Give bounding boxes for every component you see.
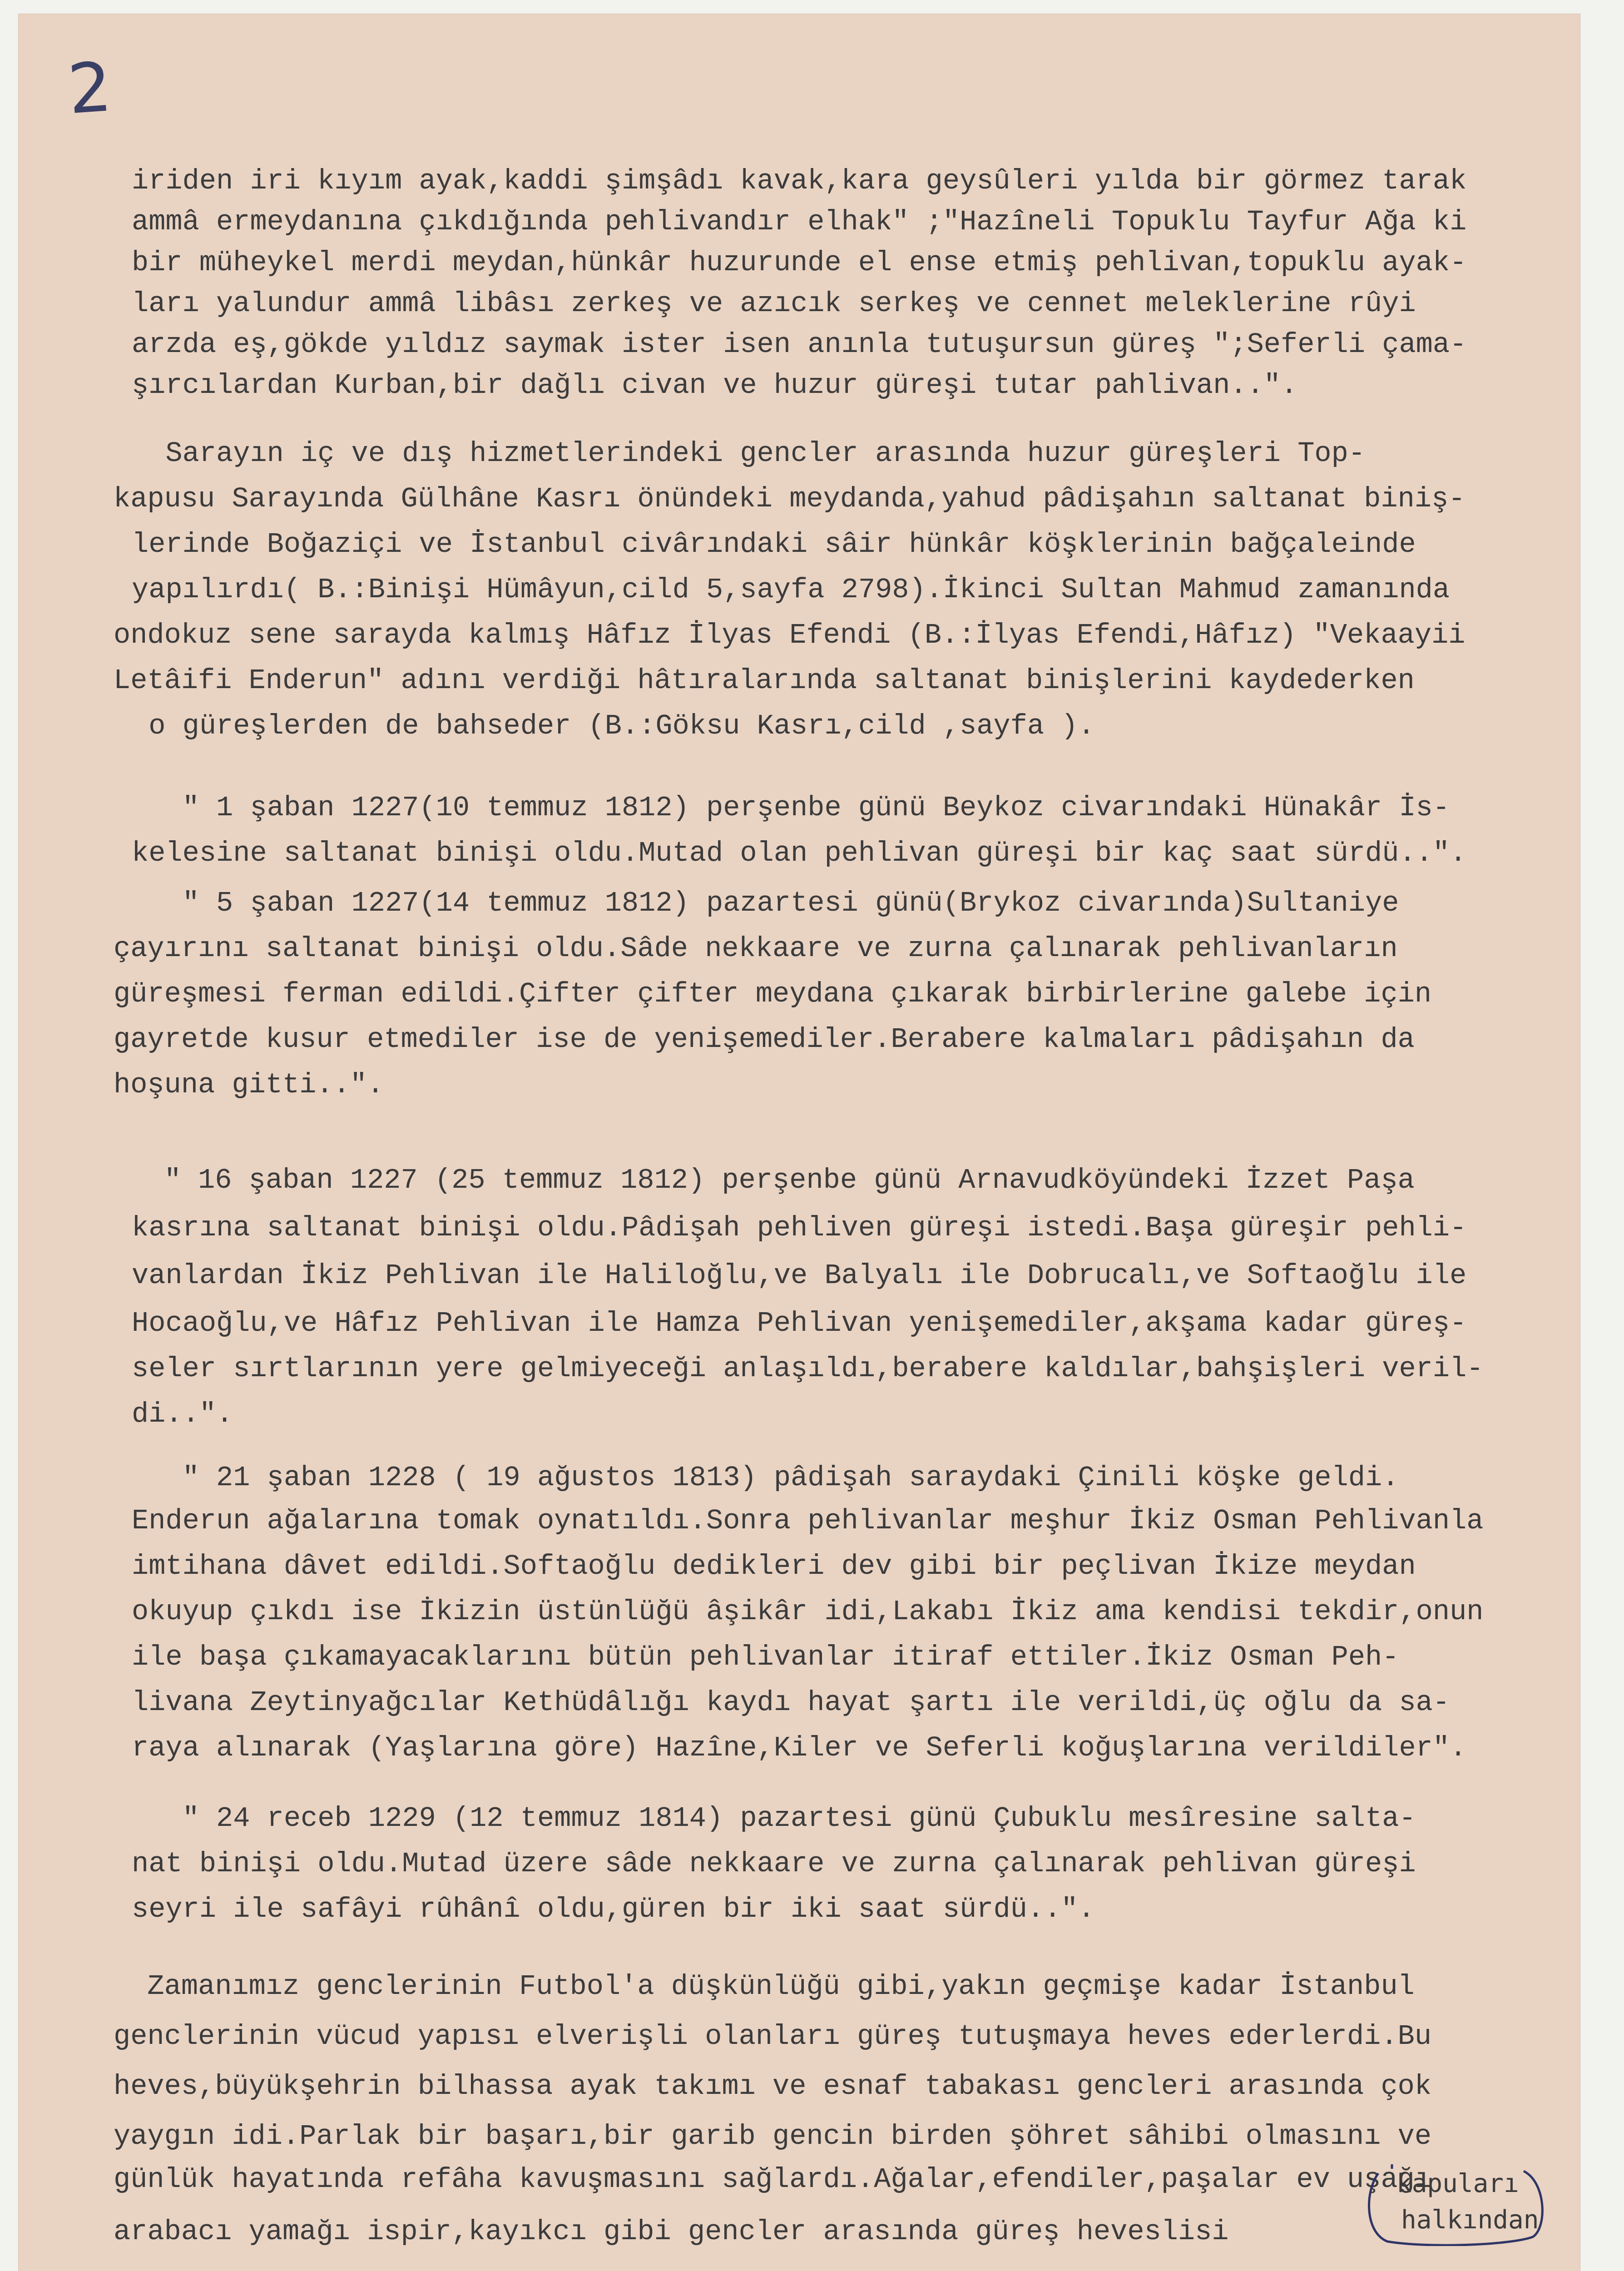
handwritten-insertion-note [1360, 2164, 1551, 2246]
typed-line: güreşmesi ferman edildi.Çifter çifter meydana çıkarak birbirlerine galebe için [114, 978, 1432, 1010]
typed-line: " 24 receb 1229 (12 temmuz 1814) pazartesi günü Çubuklu mesîresine salta- [132, 1802, 1416, 1835]
typed-line: vanlardan İkiz Pehlivan ile Haliloğlu,ve Balyalı ile Dobrucalı,ve Softaoğlu ile [132, 1259, 1467, 1292]
typed-line: raya alınarak (Yaşlarına göre) Hazîne,Kiler ve Seferli koğuşlarına verildiler". [132, 1732, 1467, 1764]
document-page [18, 14, 1580, 2271]
typed-line: şırcılardan Kurban,bir dağlı civan ve huzur güreşi tutar pahlivan..". [132, 369, 1298, 402]
typed-line: di..". [132, 1398, 233, 1430]
typed-line: heves,büyükşehrin bilhassa ayak takımı ve esnaf tabakası gencleri arasında çok [114, 2070, 1432, 2102]
typed-line: kelesine saltanat binişi oldu.Mutad olan pehlivan güreşi bir kaç saat sürdü..". [132, 837, 1467, 869]
typed-line: ile başa çıkamayacaklarını bütün pehlivanlar itiraf ettiler.İkiz Osman Peh- [132, 1641, 1399, 1673]
typed-line: nat binişi oldu.Mutad üzere sâde nekkaare ve zurna çalınarak pehlivan güreşi [132, 1848, 1416, 1880]
typed-line: lerinde Boğaziçi ve İstanbul civârındaki sâir hünkâr köşklerinin bağçaleinde [132, 528, 1416, 560]
typed-line: " 5 şaban 1227(14 temmuz 1812) pazartesi günü(Brykoz civarında)Sultaniye [132, 887, 1399, 919]
typed-line: seler sırtlarının yere gelmiyeceği anlaşıldı,berabere kaldılar,bahşişleri veril- [132, 1353, 1484, 1385]
typed-line: ları yalundur ammâ libâsı zerkeş ve azıcık serkeş ve cennet meleklerine rûyi [132, 288, 1416, 320]
typed-line: " 21 şaban 1228 ( 19 ağustos 1813) pâdişah saraydaki Çinili köşke geldi. [132, 1462, 1399, 1494]
typed-line: gayretde kusur etmediler ise de yenişemediler.Berabere kalmaları pâdişahın da [114, 1023, 1415, 1056]
typed-line: Enderun ağalarına tomak oynatıldı.Sonra pehlivanlar meşhur İkiz Osman Pehlivanla [132, 1505, 1484, 1537]
handwritten-note-line2: halkından [1401, 2205, 1539, 2235]
typed-line: imtihana dâvet edildi.Softaoğlu dedikleri dev gibi bir peçlivan İkize meydan [132, 1550, 1416, 1582]
typed-line: genclerinin vücud yapısı elverişli olanları güreş tutuşmaya heves ederlerdi.Bu [114, 2020, 1432, 2053]
typed-line: seyri ile safâyi rûhânî oldu,güren bir iki saat sürdü..". [132, 1893, 1095, 1925]
typed-line: yaygın idi.Parlak bir başarı,bir garib gencin birden şöhret sâhibi olmasını ve [114, 2120, 1432, 2152]
typed-line: kapusu Sarayında Gülhâne Kasrı önündeki meydanda,yahud pâdişahın saltanat biniş- [114, 483, 1466, 515]
typed-line: Zamanımız genclerinin Futbol'a düşkünlüğü gibi,yakın geçmişe kadar İstanbul [114, 1970, 1415, 2003]
typed-line: o güreşlerden de bahseder (B.:Göksu Kasrı,cild ,sayfa ). [132, 710, 1095, 742]
handwritten-note-line1: kapuları [1396, 2169, 1519, 2198]
typed-line: kasrına saltanat binişi oldu.Pâdişah pehliven güreşi istedi.Başa güreşir pehli- [132, 1212, 1467, 1244]
typed-line: okuyup çıkdı ise İkizin üstünlüğü âşikâr idi,Lakabı İkiz ama kendisi tekdir,onun [132, 1596, 1484, 1628]
typed-line: bir müheykel merdi meydan,hünkâr huzurunde el ense etmiş pehlivan,topuklu ayak- [132, 247, 1467, 279]
typed-line: ammâ ermeydanına çıkdığında pehlivandır elhak" ;"Hazîneli Topuklu Tayfur Ağa ki [132, 206, 1467, 238]
typed-line: Hocaoğlu,ve Hâfız Pehlivan ile Hamza Pehlivan yenişemediler,akşama kadar güreş- [132, 1307, 1467, 1339]
typed-line: arzda eş,gökde yıldız saymak ister isen anınla tutuşursun güreş ";Seferli çama- [132, 328, 1467, 361]
typed-line: arabacı yamağı ispir,kayıkcı gibi gencler arasında güreş heveslisi [114, 2216, 1229, 2248]
typed-line: çayırını saltanat binişi oldu.Sâde nekkaare ve zurna çalınarak pehlivanların [114, 932, 1398, 965]
typed-line: ondokuz sene sarayda kalmış Hâfız İlyas Efendi (B.:İlyas Efendi,Hâfız) "Vekaayii [114, 619, 1466, 651]
typed-line: yapılırdı( B.:Binişi Hümâyun,cild 5,sayfa 2798).İkinci Sultan Mahmud zamanında [132, 574, 1450, 606]
typed-line: günlük hayatında refâha kavuşmasını sağlardı.Ağalar,efendiler,paşalar ev uşağı [114, 2163, 1432, 2196]
typed-line: " 16 şaban 1227 (25 temmuz 1812) perşenbe günü Arnavudköyündeki İzzet Paşa [114, 1164, 1415, 1196]
typed-line: hoşuna gitti..". [114, 1069, 384, 1101]
typed-line: livana Zeytinyağcılar Kethüdâlığı kaydı hayat şartı ile verildi,üç oğlu da sa- [132, 1686, 1450, 1719]
typed-line: Letâifi Enderun" adını verdiği hâtıralarında saltanat binişlerini kaydederken [114, 664, 1415, 697]
typed-line: Sarayın iç ve dış hizmetlerindeki gencler arasında huzur güreşleri Top- [132, 437, 1366, 470]
page-number: 2 [65, 47, 114, 130]
typed-line: " 1 şaban 1227(10 temmuz 1812) perşenbe günü Beykoz civarındaki Hünakâr İs- [132, 792, 1450, 824]
typed-line: iriden iri kıyım ayak,kaddi şimşâdı kavak,kara geysûleri yılda bir görmez tarak [132, 165, 1467, 197]
